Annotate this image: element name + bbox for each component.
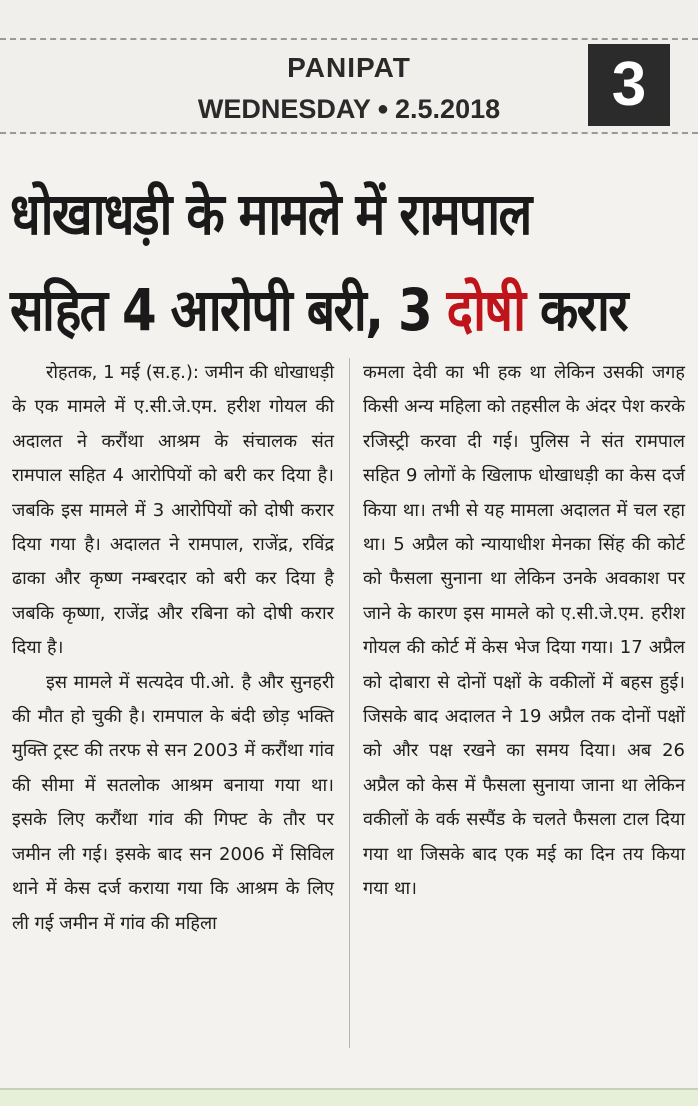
article-paragraph: कमला देवी का भी हक था लेकिन उसकी जगह किसी अन्य महिला को तहसील के अंदर पेश करके रजिस्ट्री करवा दी गई। पुलिस ने संत रामपाल सहित 9 लोगों के खिलाफ धोखाधड़ी का केस दर्ज किया था। तभी से यह मामला अदालत में चल रहा था। 5 अप्रैल को न्यायाधीश मेनका सिंह की कोर्ट को फैसला सुनाना था लेकिन उनके अवकाश पर जाने के कारण इस मामले को ए.सी.जे.एम. हरीश गोयल की कोर्ट में केस भेज दिया गया। 17 अप्रैल को दोबारा से दोनों पक्षों के वकीलों में बहस हुई। जिसके बाद अदालत ने 19 अप्रैल तक दोनों पक्षों को और पक्ष रखने का समय दिया। अब 26 अप्रैल को केस में फैसला सुनाया जाना था लेकिन वकीलों के वर्क सस्पैंड के चलते फैसला टाल दिया गया था जिसके बाद एक मई का दिन तय किया गया था। (363, 362, 685, 900)
headline-line-2 (10, 262, 627, 358)
headline-accent-word: दोषी (446, 276, 525, 344)
article-paragraph: इस मामले में सत्यदेव पी.ओ. है और सुनहरी की मौत हो चुकी है। रामपाल के बंदी छोड़ भक्ति मुक्ति ट्रस्ट की तरफ से सन 2003 में करौंथा गांव की सीमा में सतलोक आश्रम बनाया गया था। इसके लिए करौंथा गांव की गिफ्ट के तौर पर जमीन ली गई। इसके बाद सन 2006 में सिविल थाने में केस दर्ज कराया गया कि आश्रम के लिए ली गई जमीन में गांव की महिला (12, 671, 334, 934)
dashed-rule-top (0, 38, 698, 40)
headline-line-1: धोखाधड़ी के मामले में रामपाल (10, 180, 531, 248)
article-column-right (363, 356, 685, 907)
bullet-separator: ● (376, 98, 390, 120)
edition-day: WEDNESDAY (197, 94, 371, 124)
next-article-strip (0, 1088, 698, 1106)
article-paragraph: रोहतक, 1 मई (स.ह.): जमीन की धोखाधड़ी के एक मामले में ए.सी.जे.एम. हरीश गोयल की अदालत ने करौंथा आश्रम के संचालक संत रामपाल सहित 4 आरोपियों को बरी कर दिया है। जबकि इस मामले में 3 आरोपियों को दोषी करार दिया गया है। अदालत ने रामपाल, राजेंद्र, रविंद्र ढाका और कृष्ण नम्बरदार को बरी कर दिया है जबकि कृष्णा, राजेंद्र और रबिना को दोषी करार दिया है। (12, 362, 334, 659)
edition-date: 2.5.2018 (395, 94, 501, 124)
edition-city: PANIPAT (287, 52, 411, 83)
article-column-left (12, 356, 334, 941)
headline (10, 166, 627, 358)
headline-line-2-start: सहित 4 आरोपी बरी, 3 (10, 276, 447, 344)
masthead (0, 0, 698, 135)
headline-line-2-end: करार (524, 276, 627, 344)
dashed-rule-bottom (0, 132, 698, 134)
page-number-badge: 3 (588, 44, 670, 126)
column-divider (349, 358, 350, 1048)
